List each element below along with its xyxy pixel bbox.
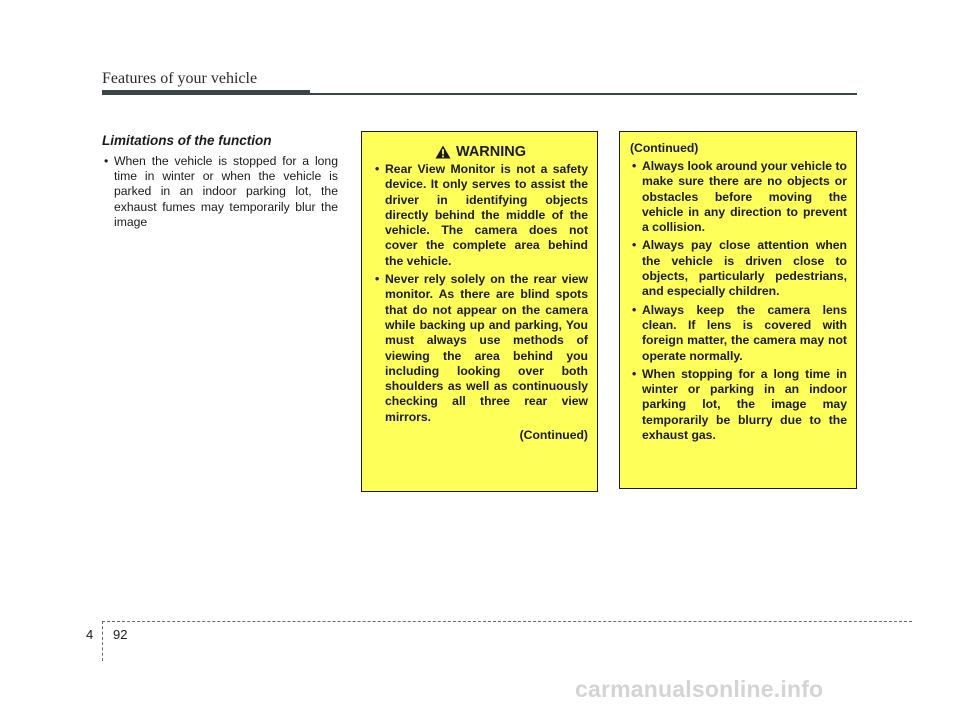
warning-header [373,144,588,160]
continued-warning-box [619,131,857,489]
continued-label: (Continued) [519,428,588,443]
section-heading: Limitations of the function [102,133,272,148]
limitations-list [102,154,338,230]
page-header-title: Features of your vehicle [102,70,258,87]
warning-list [373,162,588,425]
warning-bullet: • Always pay close attention when the vehicle is driven close to objects, particularly pedestrians, and especially children. [630,238,847,299]
warning-box [361,131,598,492]
warning-bullet: • Never rely solely on the rear view monitor. As there are blind spots that do not appear on the camera while backing up and parking, You must always use methods of viewing the area behind you including looking over both shoulders as well as continuously checking all three rear view mirrors. [373,272,588,425]
header-bar-thin [310,93,857,95]
continued-warning-list [630,159,847,443]
warning-triangle-icon [435,145,451,159]
footer-vertical-divider [102,621,103,661]
warning-bullet: • Rear View Monitor is not a safety device. It only serves to assist the driver in identifying objects directly behind the middle of the vehicle. The camera does not cover the complete area behind the vehicle. [373,162,588,269]
watermark: carmanualsonline.info [575,676,824,702]
chapter-number: 4 [86,627,94,642]
header-bar-thick [102,90,310,95]
warning-title: WARNING [455,144,527,160]
page-number: 92 [113,627,128,642]
limitations-section [102,133,338,237]
warning-bullet: • Always look around your vehicle to make sure there are no objects or obstacles before moving the vehicle in any direction to prevent a collision. [630,159,847,235]
warning-bullet: • When stopping for a long time in winter or parking in an indoor parking lot, the image may temporarily be blurry due to the exhaust gas. [630,367,847,443]
warning-bullet: • Always keep the camera lens clean. If lens is covered with foreign matter, the camera may not operate normally. [630,303,847,364]
limitations-bullet: • When the vehicle is stopped for a long time in winter or when the vehicle is parked in an indoor parking lot, the exhaust fumes may temporarily blur the image [102,154,338,230]
footer-divider [102,621,912,622]
continued-label: (Continued) [630,141,699,155]
